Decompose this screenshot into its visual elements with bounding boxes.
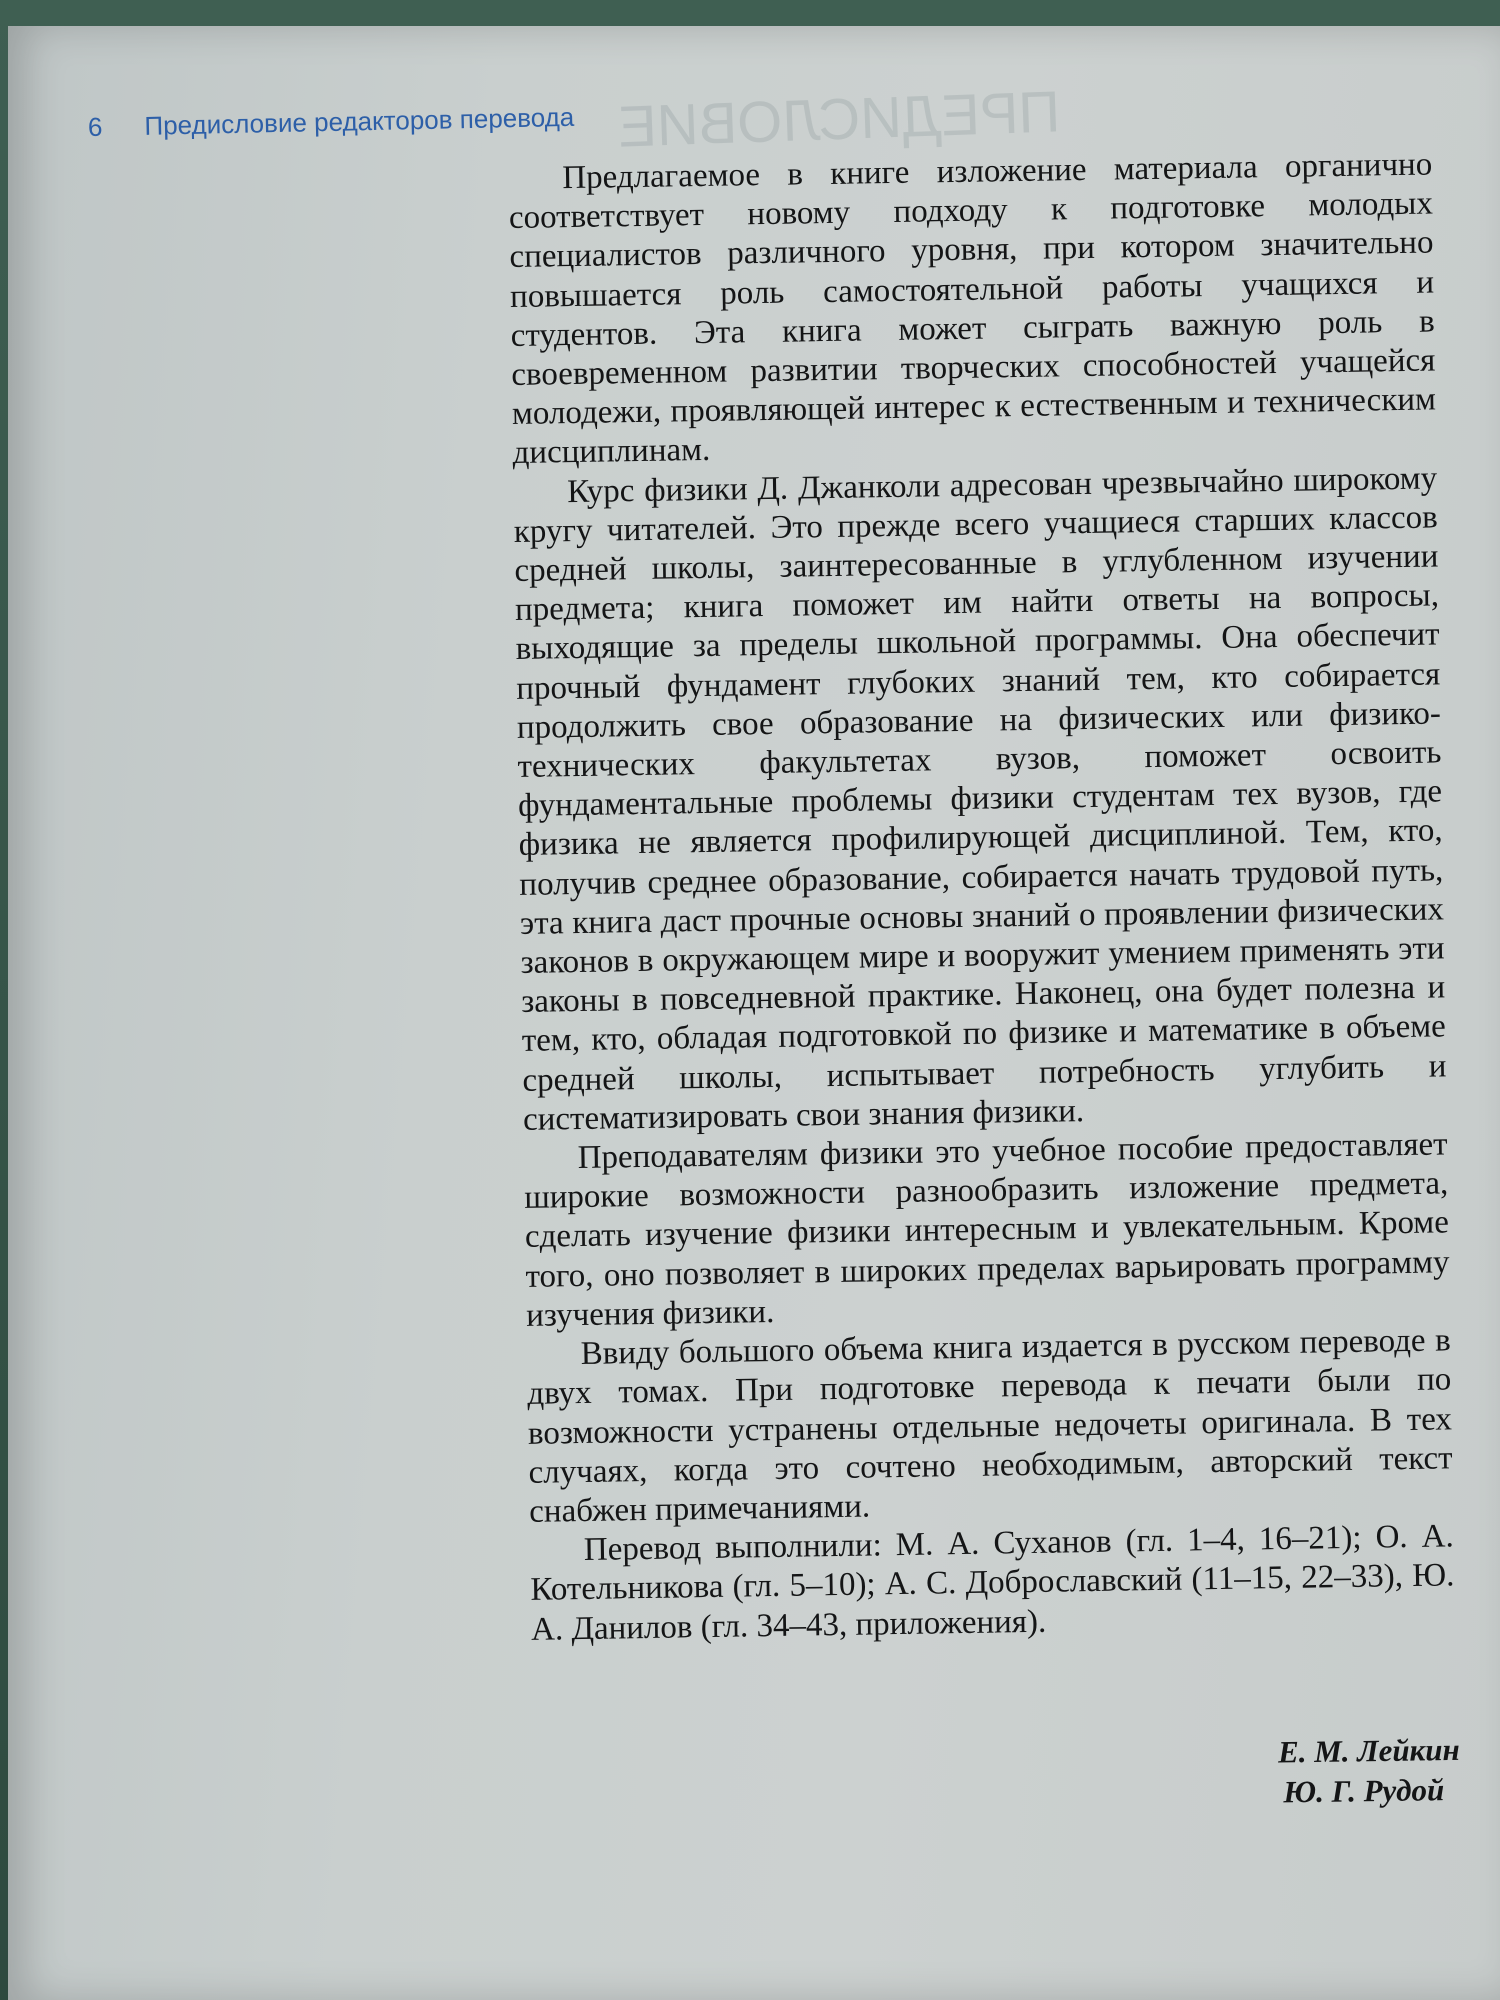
paragraph: Ввиду большого объема книга издается в русском переводе в двух томах. При подготовке перевода к печати были по возможности устранены отдельные недочеты оригинала. В тех случаях, когда это сочтено необходимым, авторский текст снабжен примечаниями.: [527, 1322, 1453, 1530]
signature-name: Ю. Г. Рудой: [1283, 1772, 1445, 1810]
paragraph: Перевод выполнили: М. А. Суханов (гл. 1–4, 16–21); О. А. Котельникова (гл. 5–10); А. С. Доброславский (11–15, 22–33), Ю. А. Данилов (гл. 34–43, приложения).: [530, 1518, 1455, 1648]
bleed-through-decoration: ПРЕДИСЛОВИЕ: [617, 79, 1062, 160]
page-number: 6: [87, 111, 103, 142]
paragraph: Преподавателям физики это учебное пособие предоставляет широкие возможности разнообразить изложение предмета, сделать изучение физики интересным и увлекательным. Кроме того, оно позволяет в широких пределах варьировать программу изучения физики.: [524, 1126, 1450, 1334]
editor-signatures: [1159, 1730, 1460, 1814]
preface-body: [508, 145, 1455, 1649]
running-header-title: Предисловие редакторов перевода: [144, 101, 575, 141]
paragraph: Предлагаемое в книге изложение материала органично соответствует новому подходу к подготовке молодых специалистов различного уровня, при котором значительно повышается роль самостоятельной работы учащихся и студентов. Эта книга может сыграть важную роль в своевременном развитии творческих способностей учащейся молодежи, проявляющей интерес к естественным и техническим дисциплинам.: [508, 146, 1437, 472]
paragraph: Курс физики Д. Джанколи адресован чрезвычайно широкому кругу читателей. Это прежде всего учащиеся старших классов средней школы, заинтересованные в углубленном изучении предмета; книга поможет им найти ответы на вопросы, выходящие за пределы школьной программы. Она обеспечит прочный фундамент глубоких знаний тем, кто собирается продолжить свое образование на физических или физико-технических факультетах вузов, поможет освоить фундаментальные проблемы физики студентам тех вузов, где физика не является профилирующей дисциплиной. Тем, кто, получив среднее образование, собирается начать трудовой путь, эта книга даст прочные основы знаний о проявлении физических законов в окружающем мире и вооружит умением применять эти законы в повседневной практике. Наконец, она будет полезна и тем, кто, обладая подготовкой по физике и математике в объеме средней школы, испытывает потребность углубить и систематизировать свои знания физики.: [513, 460, 1447, 1138]
signature-name: Е. М. Лейкин: [1277, 1731, 1460, 1770]
